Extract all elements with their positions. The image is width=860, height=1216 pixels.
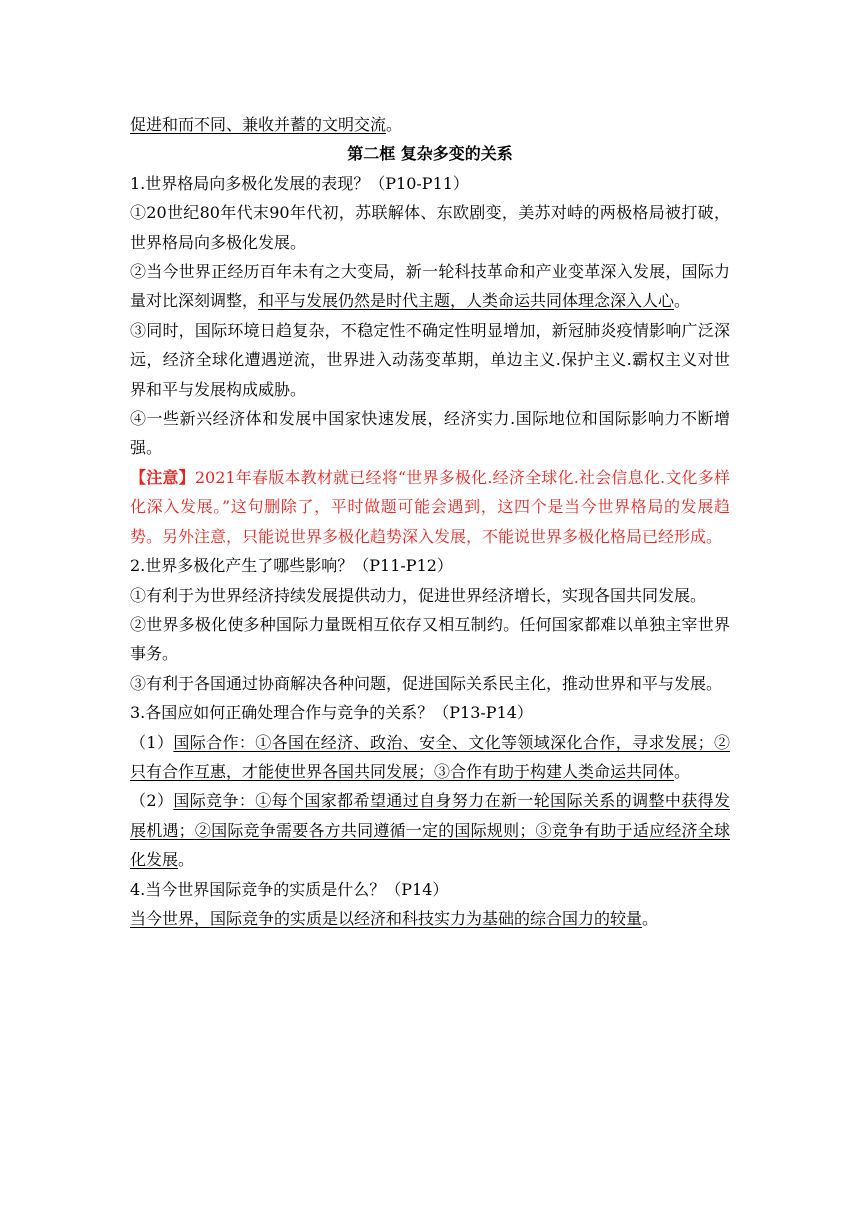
q3-item-1: （1）国际合作：①各国在经济、政治、安全、文化等领域深化合作，寻求发展；②只有合作互惠，才能使世界各国共同发展；③合作有助于构建人类命运共同体。: [130, 732, 730, 781]
q3-item-2: （2）国际竞争：①每个国家都希望通过自身努力在新一轮国际关系的调整中获得发展机遇；②国际竞争需要各方共同遵循一定的国际规则；③竞争有助于适应经济全球化发展。: [130, 791, 730, 870]
underlined-text: 和平与发展仍然是时代主题，人类命运共同体理念深入人心: [258, 291, 675, 311]
q1-point-1: ①20世纪80年代末90年代初，苏联解体、东欧剧变，美苏对峙的两极格局被打破，世界格局向多极化发展。: [130, 203, 730, 252]
section-title: 第二框 复杂多变的关系: [347, 144, 513, 164]
q2-point-3: ③有利于各国通过协商解决各种问题，促进国际关系民主化，推动世界和平与发展。: [130, 673, 723, 693]
note-label: 【注意】: [130, 467, 195, 487]
question-3: 3.各国应如何正确处理合作与竞争的关系？（P13-P14）: [130, 703, 533, 723]
note-paragraph: [130, 463, 730, 551]
q1-point-2: ②当今世界正经历百年未有之大变局，新一轮科技革命和产业变革深入发展，国际力量对比深刻调整，和平与发展仍然是时代主题，人类命运共同体理念深入人心。: [130, 262, 730, 311]
q1-point-4: ④一些新兴经济体和发展中国家快速发展，经济实力.国际地位和国际影响力不断增强。: [130, 409, 730, 458]
question-4: 4.当今世界国际竞争的实质是什么？（P14）: [130, 879, 449, 899]
question-1: 1.世界格局向多极化发展的表现？（P10-P11）: [130, 173, 469, 193]
underlined-text: 当今世界，国际竞争的实质是以经济和科技实力为基础的综合国力的较量: [130, 908, 643, 928]
q4-answer: 当今世界，国际竞争的实质是以经济和科技实力为基础的综合国力的较量。: [130, 908, 659, 928]
underlined-text: 国际竞争：①每个国家都希望通过自身努力在新一轮国际关系的调整中获得发展机遇；②国际竞争需要各方共同遵循一定的国际规则；③竞争有助于适应经济全球化发展: [130, 791, 730, 870]
document-body: [130, 110, 730, 933]
q2-point-1: ①有利于为世界经济持续发展提供动力，促进世界经济增长，实现各国共同发展。: [130, 585, 707, 605]
q1-point-3: ③同时，国际环境日趋复杂，不稳定性不确定性明显增加，新冠肺炎疫情影响广泛深远，经济全球化遭遇逆流，世界进入动荡变革期，单边主义.保护主义.霸权主义对世界和平与发展构成威胁。: [130, 320, 730, 399]
q2-point-2: ②世界多极化使多种国际力量既相互依存又相互制约。任何国家都难以单独主宰世界事务。: [130, 614, 730, 664]
underlined-text: 国际合作：①各国在经济、政治、安全、文化等领域深化合作，寻求发展；②只有合作互惠，才能使世界各国共同发展；③合作有助于构建人类命运共同体: [130, 732, 730, 781]
continuation-paragraph: 促进和而不同、兼收并蓄的文明交流。: [130, 115, 403, 134]
question-2: 2.世界多极化产生了哪些影响？（P11-P12）: [130, 556, 453, 576]
note-text: 2021年春版本教材就已经将“世界多极化.经济全球化.社会信息化.文化多样化深入发展。”这句删除了，平时做题可能会遇到，这四个是当今世界格局的发展趋势。另外注意，只能说世界多极化趋势深入发展，不能说世界多极化格局已经形成。: [130, 467, 730, 546]
underlined-text: 促进和而不同、兼收并蓄的文明交流: [130, 115, 387, 134]
